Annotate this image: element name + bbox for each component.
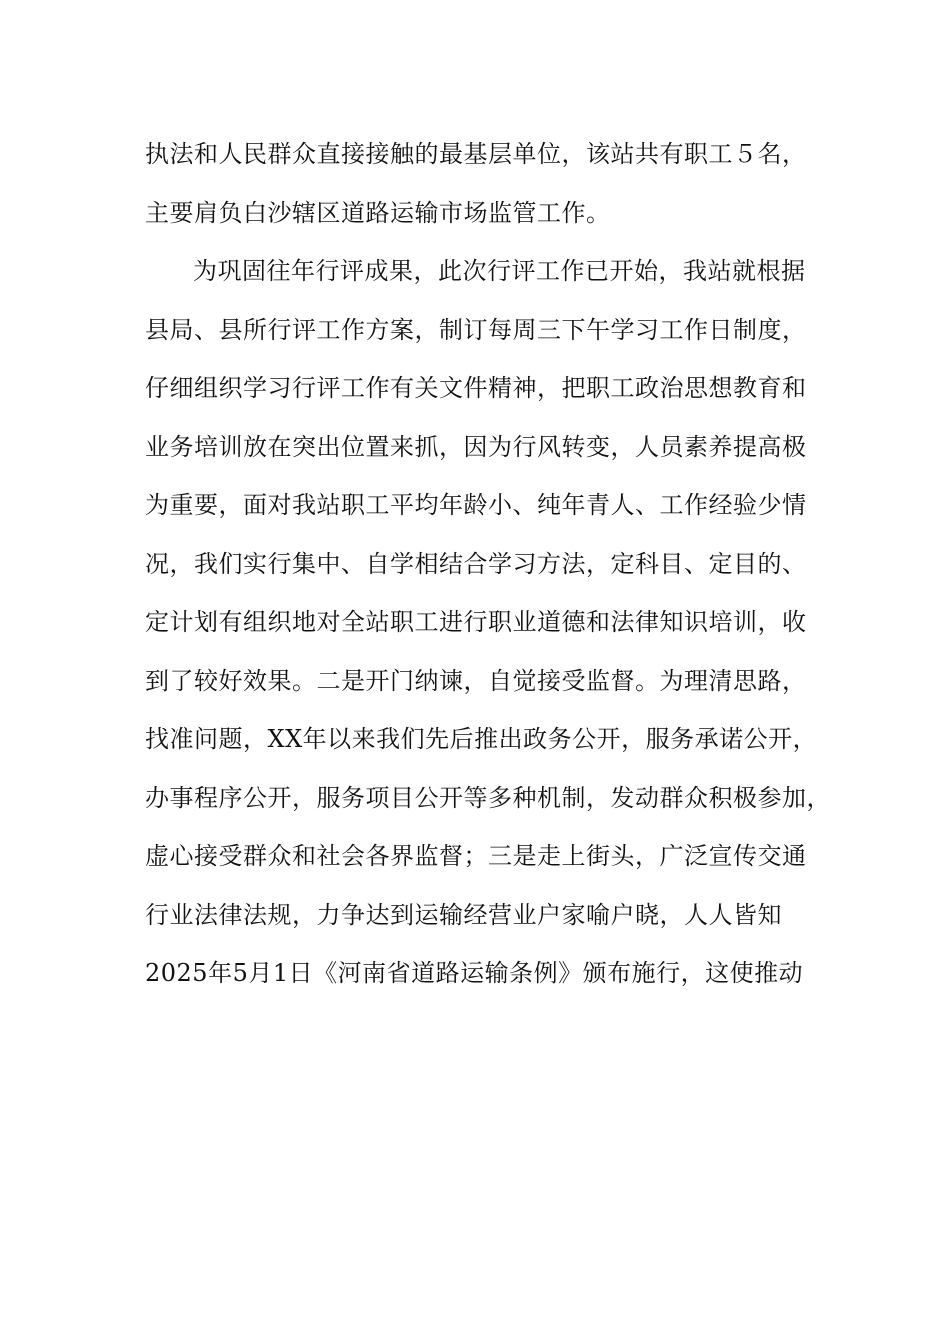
text-line-3: 为巩固往年行评成果，此次行评工作已开始，我站就根据 (193, 257, 806, 285)
text-line-12: 办事程序公开，服务项目公开等多种机制，发动群众积极参加， (145, 783, 831, 812)
text-line-10: 到了较好效果。二是开门纳谏，自觉接受监督。为理清思路， (145, 666, 807, 695)
text-line-13: 虚心接受群众和社会各界监督；三是走上街头，广泛宣传交通 (145, 842, 807, 870)
text-line-9: 定计划有组织地对全站职工进行职业道德和法律知识培训，收 (145, 608, 807, 636)
text-line-6: 业务培训放在突出位置来抓，因为行风转变，人员素养提高极 (145, 432, 807, 461)
text-line-2: 主要肩负白沙辖区道路运输市场监管工作。 (145, 198, 611, 227)
text-line-5: 仔细组织学习行评工作有关文件精神，把职工政治思想教育和 (145, 374, 807, 402)
text-line-15: 2025年5月1日《河南省道路运输条例》颁布施行，这使推动 (145, 959, 804, 987)
text-line-4: 县局、县所行评工作方案，制订每周三下午学习工作日制度， (145, 315, 807, 344)
text-line-7: 为重要，面对我站职工平均年龄小、纯年青人、工作经验少情 (145, 491, 807, 519)
text-line-1: 执法和人民群众直接接触的最基层单位，该站共有职工５名， (145, 140, 807, 168)
body-text (145, 125, 835, 1003)
text-line-14: 行业法律法规，力争达到运输经营业户家喻户晓，人人皆知 (145, 900, 782, 929)
text-line-11: 找准问题，XX年以来我们先后推出政务公开，服务承诺公开， (145, 725, 818, 753)
text-line-8: 况，我们实行集中、自学相结合学习方法，定科目、定目的、 (145, 549, 807, 578)
